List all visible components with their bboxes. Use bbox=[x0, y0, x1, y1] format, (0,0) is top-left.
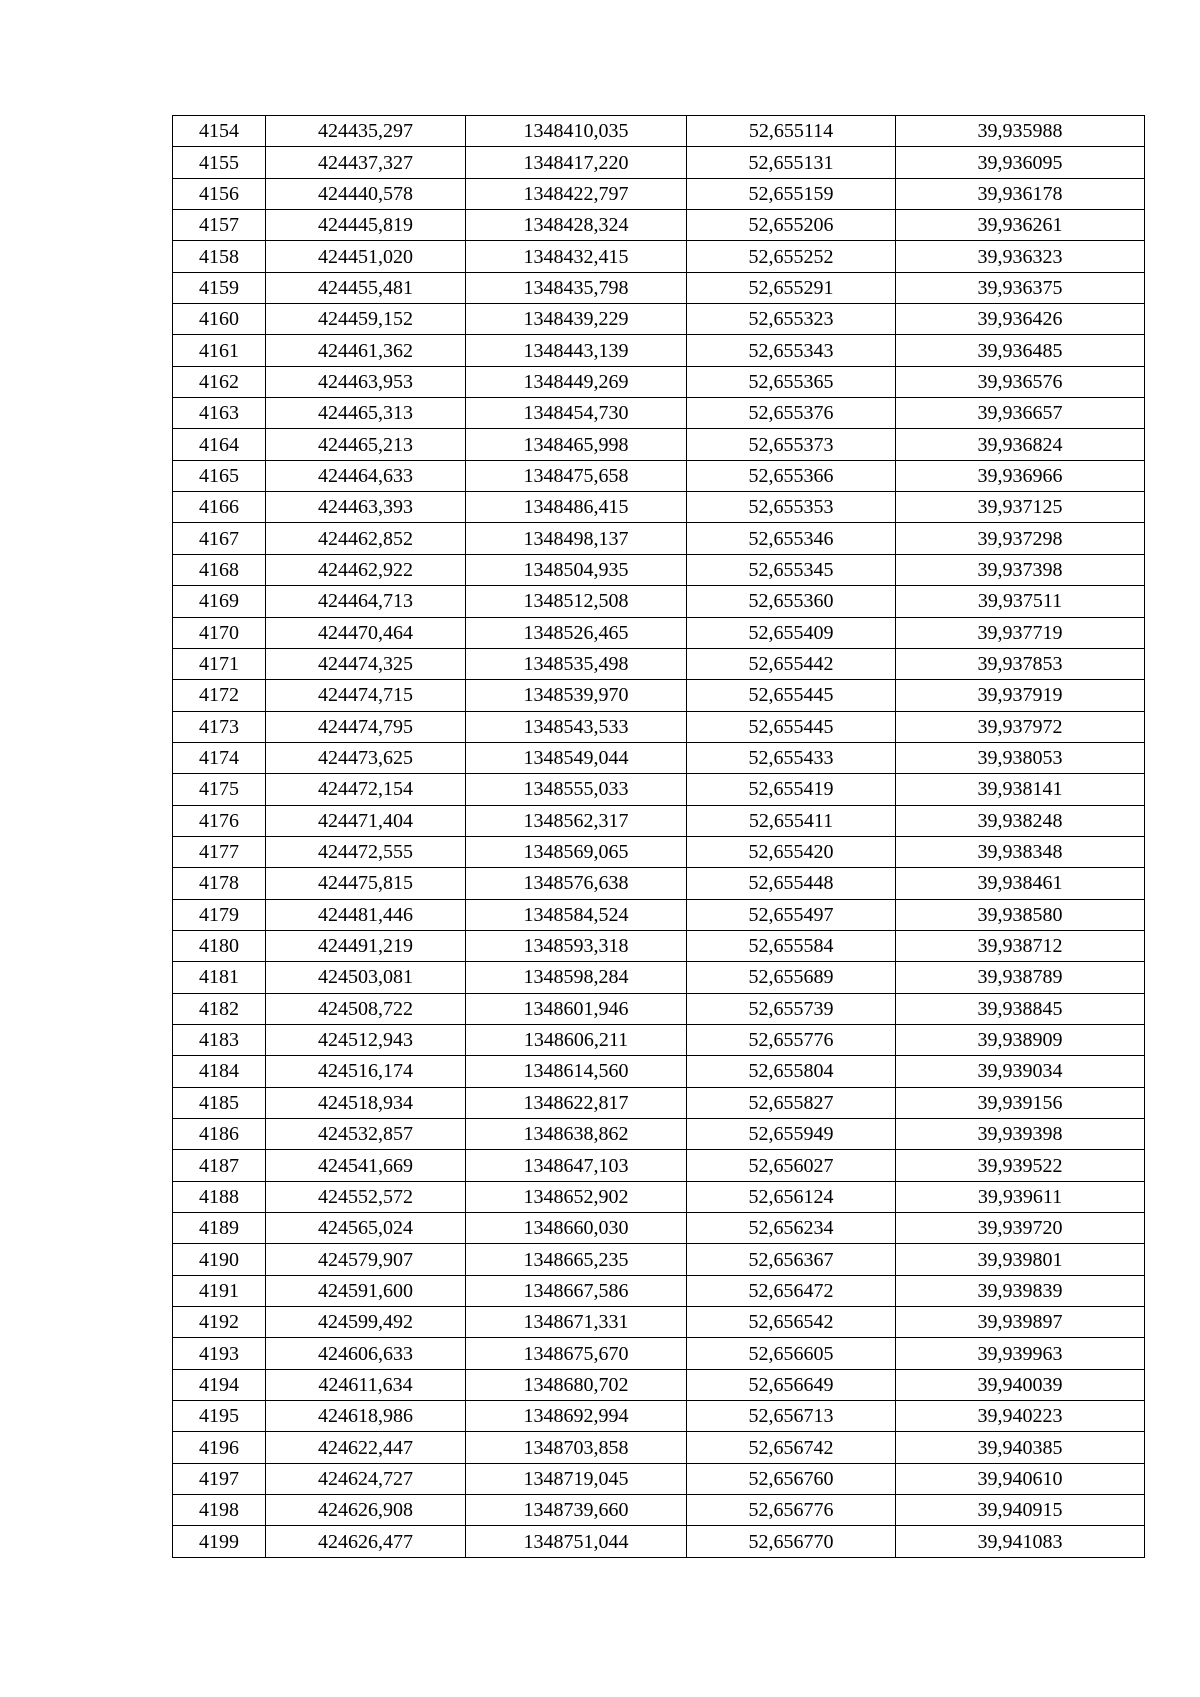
latitude-cell: 52,655206 bbox=[687, 210, 896, 241]
point-number-cell: 4182 bbox=[173, 993, 266, 1024]
point-number-cell: 4173 bbox=[173, 711, 266, 742]
y-coordinate-cell: 1348593,318 bbox=[466, 930, 687, 961]
longitude-cell: 39,936261 bbox=[896, 210, 1145, 241]
longitude-cell: 39,937972 bbox=[896, 711, 1145, 742]
y-coordinate-cell: 1348739,660 bbox=[466, 1495, 687, 1526]
table-row bbox=[173, 554, 1145, 585]
longitude-cell: 39,940039 bbox=[896, 1369, 1145, 1400]
point-number-cell: 4166 bbox=[173, 492, 266, 523]
longitude-cell: 39,937719 bbox=[896, 617, 1145, 648]
longitude-cell: 39,936323 bbox=[896, 241, 1145, 272]
x-coordinate-cell: 424465,213 bbox=[266, 429, 466, 460]
longitude-cell: 39,939897 bbox=[896, 1307, 1145, 1338]
table-row bbox=[173, 617, 1145, 648]
y-coordinate-cell: 1348680,702 bbox=[466, 1369, 687, 1400]
table-row bbox=[173, 398, 1145, 429]
latitude-cell: 52,655291 bbox=[687, 272, 896, 303]
latitude-cell: 52,655353 bbox=[687, 492, 896, 523]
y-coordinate-cell: 1348555,033 bbox=[466, 774, 687, 805]
point-number-cell: 4187 bbox=[173, 1150, 266, 1181]
table-row bbox=[173, 429, 1145, 460]
longitude-cell: 39,939611 bbox=[896, 1181, 1145, 1212]
y-coordinate-cell: 1348598,284 bbox=[466, 962, 687, 993]
point-number-cell: 4161 bbox=[173, 335, 266, 366]
longitude-cell: 39,939839 bbox=[896, 1275, 1145, 1306]
table-row bbox=[173, 774, 1145, 805]
x-coordinate-cell: 424626,908 bbox=[266, 1495, 466, 1526]
latitude-cell: 52,655360 bbox=[687, 586, 896, 617]
latitude-cell: 52,655131 bbox=[687, 147, 896, 178]
x-coordinate-cell: 424481,446 bbox=[266, 899, 466, 930]
longitude-cell: 39,936576 bbox=[896, 366, 1145, 397]
y-coordinate-cell: 1348428,324 bbox=[466, 210, 687, 241]
latitude-cell: 52,656742 bbox=[687, 1432, 896, 1463]
coordinates-table bbox=[172, 115, 1145, 1558]
latitude-cell: 52,655409 bbox=[687, 617, 896, 648]
point-number-cell: 4178 bbox=[173, 868, 266, 899]
point-number-cell: 4159 bbox=[173, 272, 266, 303]
longitude-cell: 39,939963 bbox=[896, 1338, 1145, 1369]
point-number-cell: 4155 bbox=[173, 147, 266, 178]
x-coordinate-cell: 424472,555 bbox=[266, 836, 466, 867]
point-number-cell: 4181 bbox=[173, 962, 266, 993]
y-coordinate-cell: 1348512,508 bbox=[466, 586, 687, 617]
table-row bbox=[173, 241, 1145, 272]
latitude-cell: 52,655584 bbox=[687, 930, 896, 961]
longitude-cell: 39,936485 bbox=[896, 335, 1145, 366]
point-number-cell: 4197 bbox=[173, 1463, 266, 1494]
longitude-cell: 39,940223 bbox=[896, 1401, 1145, 1432]
point-number-cell: 4184 bbox=[173, 1056, 266, 1087]
point-number-cell: 4189 bbox=[173, 1213, 266, 1244]
table-row bbox=[173, 1307, 1145, 1338]
y-coordinate-cell: 1348665,235 bbox=[466, 1244, 687, 1275]
x-coordinate-cell: 424565,024 bbox=[266, 1213, 466, 1244]
x-coordinate-cell: 424445,819 bbox=[266, 210, 466, 241]
longitude-cell: 39,936657 bbox=[896, 398, 1145, 429]
longitude-cell: 39,939156 bbox=[896, 1087, 1145, 1118]
latitude-cell: 52,656760 bbox=[687, 1463, 896, 1494]
x-coordinate-cell: 424518,934 bbox=[266, 1087, 466, 1118]
x-coordinate-cell: 424472,154 bbox=[266, 774, 466, 805]
point-number-cell: 4191 bbox=[173, 1275, 266, 1306]
x-coordinate-cell: 424611,634 bbox=[266, 1369, 466, 1400]
x-coordinate-cell: 424464,633 bbox=[266, 460, 466, 491]
x-coordinate-cell: 424474,795 bbox=[266, 711, 466, 742]
point-number-cell: 4199 bbox=[173, 1526, 266, 1557]
y-coordinate-cell: 1348675,670 bbox=[466, 1338, 687, 1369]
longitude-cell: 39,938845 bbox=[896, 993, 1145, 1024]
table-row bbox=[173, 1150, 1145, 1181]
longitude-cell: 39,936095 bbox=[896, 147, 1145, 178]
table-row bbox=[173, 304, 1145, 335]
latitude-cell: 52,656542 bbox=[687, 1307, 896, 1338]
point-number-cell: 4185 bbox=[173, 1087, 266, 1118]
y-coordinate-cell: 1348638,862 bbox=[466, 1119, 687, 1150]
y-coordinate-cell: 1348647,103 bbox=[466, 1150, 687, 1181]
y-coordinate-cell: 1348443,139 bbox=[466, 335, 687, 366]
point-number-cell: 4164 bbox=[173, 429, 266, 460]
x-coordinate-cell: 424475,815 bbox=[266, 868, 466, 899]
latitude-cell: 52,656367 bbox=[687, 1244, 896, 1275]
point-number-cell: 4194 bbox=[173, 1369, 266, 1400]
table-row bbox=[173, 930, 1145, 961]
table-row bbox=[173, 1244, 1145, 1275]
point-number-cell: 4157 bbox=[173, 210, 266, 241]
latitude-cell: 52,655159 bbox=[687, 178, 896, 209]
point-number-cell: 4162 bbox=[173, 366, 266, 397]
x-coordinate-cell: 424440,578 bbox=[266, 178, 466, 209]
point-number-cell: 4175 bbox=[173, 774, 266, 805]
y-coordinate-cell: 1348543,533 bbox=[466, 711, 687, 742]
y-coordinate-cell: 1348584,524 bbox=[466, 899, 687, 930]
point-number-cell: 4171 bbox=[173, 648, 266, 679]
latitude-cell: 52,655448 bbox=[687, 868, 896, 899]
y-coordinate-cell: 1348660,030 bbox=[466, 1213, 687, 1244]
point-number-cell: 4195 bbox=[173, 1401, 266, 1432]
y-coordinate-cell: 1348486,415 bbox=[466, 492, 687, 523]
point-number-cell: 4169 bbox=[173, 586, 266, 617]
longitude-cell: 39,939522 bbox=[896, 1150, 1145, 1181]
point-number-cell: 4158 bbox=[173, 241, 266, 272]
x-coordinate-cell: 424464,713 bbox=[266, 586, 466, 617]
table-row bbox=[173, 460, 1145, 491]
y-coordinate-cell: 1348751,044 bbox=[466, 1526, 687, 1557]
latitude-cell: 52,655345 bbox=[687, 554, 896, 585]
point-number-cell: 4176 bbox=[173, 805, 266, 836]
x-coordinate-cell: 424465,313 bbox=[266, 398, 466, 429]
longitude-cell: 39,940385 bbox=[896, 1432, 1145, 1463]
longitude-cell: 39,937919 bbox=[896, 680, 1145, 711]
latitude-cell: 52,656770 bbox=[687, 1526, 896, 1557]
longitude-cell: 39,939398 bbox=[896, 1119, 1145, 1150]
table-row bbox=[173, 993, 1145, 1024]
table-row bbox=[173, 742, 1145, 773]
latitude-cell: 52,655366 bbox=[687, 460, 896, 491]
y-coordinate-cell: 1348671,331 bbox=[466, 1307, 687, 1338]
longitude-cell: 39,938348 bbox=[896, 836, 1145, 867]
x-coordinate-cell: 424462,922 bbox=[266, 554, 466, 585]
point-number-cell: 4174 bbox=[173, 742, 266, 773]
point-number-cell: 4160 bbox=[173, 304, 266, 335]
x-coordinate-cell: 424516,174 bbox=[266, 1056, 466, 1087]
y-coordinate-cell: 1348606,211 bbox=[466, 1024, 687, 1055]
y-coordinate-cell: 1348410,035 bbox=[466, 116, 687, 147]
latitude-cell: 52,656605 bbox=[687, 1338, 896, 1369]
point-number-cell: 4167 bbox=[173, 523, 266, 554]
longitude-cell: 39,938712 bbox=[896, 930, 1145, 961]
x-coordinate-cell: 424437,327 bbox=[266, 147, 466, 178]
longitude-cell: 39,936966 bbox=[896, 460, 1145, 491]
point-number-cell: 4179 bbox=[173, 899, 266, 930]
longitude-cell: 39,936824 bbox=[896, 429, 1145, 460]
table-row bbox=[173, 178, 1145, 209]
y-coordinate-cell: 1348498,137 bbox=[466, 523, 687, 554]
table-row bbox=[173, 1401, 1145, 1432]
point-number-cell: 4192 bbox=[173, 1307, 266, 1338]
y-coordinate-cell: 1348692,994 bbox=[466, 1401, 687, 1432]
table-row bbox=[173, 1024, 1145, 1055]
table-row bbox=[173, 1119, 1145, 1150]
longitude-cell: 39,937853 bbox=[896, 648, 1145, 679]
table-row bbox=[173, 1213, 1145, 1244]
y-coordinate-cell: 1348622,817 bbox=[466, 1087, 687, 1118]
longitude-cell: 39,941083 bbox=[896, 1526, 1145, 1557]
longitude-cell: 39,938248 bbox=[896, 805, 1145, 836]
latitude-cell: 52,656649 bbox=[687, 1369, 896, 1400]
latitude-cell: 52,655376 bbox=[687, 398, 896, 429]
latitude-cell: 52,655114 bbox=[687, 116, 896, 147]
y-coordinate-cell: 1348417,220 bbox=[466, 147, 687, 178]
y-coordinate-cell: 1348504,935 bbox=[466, 554, 687, 585]
longitude-cell: 39,940915 bbox=[896, 1495, 1145, 1526]
latitude-cell: 52,655323 bbox=[687, 304, 896, 335]
point-number-cell: 4177 bbox=[173, 836, 266, 867]
longitude-cell: 39,938141 bbox=[896, 774, 1145, 805]
y-coordinate-cell: 1348719,045 bbox=[466, 1463, 687, 1494]
latitude-cell: 52,655804 bbox=[687, 1056, 896, 1087]
point-number-cell: 4180 bbox=[173, 930, 266, 961]
longitude-cell: 39,936375 bbox=[896, 272, 1145, 303]
y-coordinate-cell: 1348439,229 bbox=[466, 304, 687, 335]
x-coordinate-cell: 424541,669 bbox=[266, 1150, 466, 1181]
y-coordinate-cell: 1348475,658 bbox=[466, 460, 687, 491]
longitude-cell: 39,936178 bbox=[896, 178, 1145, 209]
table-row bbox=[173, 1463, 1145, 1494]
x-coordinate-cell: 424491,219 bbox=[266, 930, 466, 961]
y-coordinate-cell: 1348432,415 bbox=[466, 241, 687, 272]
latitude-cell: 52,655827 bbox=[687, 1087, 896, 1118]
x-coordinate-cell: 424470,464 bbox=[266, 617, 466, 648]
latitude-cell: 52,655411 bbox=[687, 805, 896, 836]
x-coordinate-cell: 424473,625 bbox=[266, 742, 466, 773]
latitude-cell: 52,655373 bbox=[687, 429, 896, 460]
latitude-cell: 52,655689 bbox=[687, 962, 896, 993]
x-coordinate-cell: 424599,492 bbox=[266, 1307, 466, 1338]
latitude-cell: 52,655445 bbox=[687, 711, 896, 742]
latitude-cell: 52,655442 bbox=[687, 648, 896, 679]
longitude-cell: 39,939720 bbox=[896, 1213, 1145, 1244]
y-coordinate-cell: 1348449,269 bbox=[466, 366, 687, 397]
table-row bbox=[173, 868, 1145, 899]
x-coordinate-cell: 424626,477 bbox=[266, 1526, 466, 1557]
x-coordinate-cell: 424474,325 bbox=[266, 648, 466, 679]
longitude-cell: 39,937125 bbox=[896, 492, 1145, 523]
x-coordinate-cell: 424459,152 bbox=[266, 304, 466, 335]
y-coordinate-cell: 1348667,586 bbox=[466, 1275, 687, 1306]
y-coordinate-cell: 1348601,946 bbox=[466, 993, 687, 1024]
x-coordinate-cell: 424512,943 bbox=[266, 1024, 466, 1055]
latitude-cell: 52,656713 bbox=[687, 1401, 896, 1432]
latitude-cell: 52,655497 bbox=[687, 899, 896, 930]
point-number-cell: 4186 bbox=[173, 1119, 266, 1150]
latitude-cell: 52,655343 bbox=[687, 335, 896, 366]
table-row bbox=[173, 1056, 1145, 1087]
table-row bbox=[173, 1495, 1145, 1526]
y-coordinate-cell: 1348454,730 bbox=[466, 398, 687, 429]
table-row bbox=[173, 1087, 1145, 1118]
table-row bbox=[173, 899, 1145, 930]
x-coordinate-cell: 424455,481 bbox=[266, 272, 466, 303]
coordinates-table-body bbox=[173, 116, 1145, 1558]
longitude-cell: 39,938580 bbox=[896, 899, 1145, 930]
longitude-cell: 39,938909 bbox=[896, 1024, 1145, 1055]
point-number-cell: 4198 bbox=[173, 1495, 266, 1526]
latitude-cell: 52,655346 bbox=[687, 523, 896, 554]
table-row bbox=[173, 210, 1145, 241]
point-number-cell: 4183 bbox=[173, 1024, 266, 1055]
table-row bbox=[173, 805, 1145, 836]
y-coordinate-cell: 1348703,858 bbox=[466, 1432, 687, 1463]
table-row bbox=[173, 836, 1145, 867]
longitude-cell: 39,935988 bbox=[896, 116, 1145, 147]
latitude-cell: 52,655365 bbox=[687, 366, 896, 397]
y-coordinate-cell: 1348562,317 bbox=[466, 805, 687, 836]
x-coordinate-cell: 424508,722 bbox=[266, 993, 466, 1024]
table-row bbox=[173, 680, 1145, 711]
latitude-cell: 52,655739 bbox=[687, 993, 896, 1024]
table-row bbox=[173, 586, 1145, 617]
x-coordinate-cell: 424591,600 bbox=[266, 1275, 466, 1306]
table-row bbox=[173, 335, 1145, 366]
longitude-cell: 39,938789 bbox=[896, 962, 1145, 993]
latitude-cell: 52,656472 bbox=[687, 1275, 896, 1306]
point-number-cell: 4170 bbox=[173, 617, 266, 648]
latitude-cell: 52,656027 bbox=[687, 1150, 896, 1181]
x-coordinate-cell: 424532,857 bbox=[266, 1119, 466, 1150]
longitude-cell: 39,937298 bbox=[896, 523, 1145, 554]
y-coordinate-cell: 1348465,998 bbox=[466, 429, 687, 460]
point-number-cell: 4196 bbox=[173, 1432, 266, 1463]
y-coordinate-cell: 1348539,970 bbox=[466, 680, 687, 711]
point-number-cell: 4193 bbox=[173, 1338, 266, 1369]
longitude-cell: 39,939034 bbox=[896, 1056, 1145, 1087]
longitude-cell: 39,938461 bbox=[896, 868, 1145, 899]
table-row bbox=[173, 962, 1145, 993]
point-number-cell: 4163 bbox=[173, 398, 266, 429]
latitude-cell: 52,655776 bbox=[687, 1024, 896, 1055]
table-row bbox=[173, 1338, 1145, 1369]
table-row bbox=[173, 1181, 1145, 1212]
point-number-cell: 4156 bbox=[173, 178, 266, 209]
y-coordinate-cell: 1348535,498 bbox=[466, 648, 687, 679]
longitude-cell: 39,940610 bbox=[896, 1463, 1145, 1494]
x-coordinate-cell: 424462,852 bbox=[266, 523, 466, 554]
longitude-cell: 39,939801 bbox=[896, 1244, 1145, 1275]
longitude-cell: 39,936426 bbox=[896, 304, 1145, 335]
latitude-cell: 52,656776 bbox=[687, 1495, 896, 1526]
x-coordinate-cell: 424579,907 bbox=[266, 1244, 466, 1275]
table-row bbox=[173, 147, 1145, 178]
table-row bbox=[173, 272, 1145, 303]
point-number-cell: 4188 bbox=[173, 1181, 266, 1212]
latitude-cell: 52,656124 bbox=[687, 1181, 896, 1212]
x-coordinate-cell: 424435,297 bbox=[266, 116, 466, 147]
table-row bbox=[173, 1526, 1145, 1557]
x-coordinate-cell: 424552,572 bbox=[266, 1181, 466, 1212]
y-coordinate-cell: 1348576,638 bbox=[466, 868, 687, 899]
table-row bbox=[173, 366, 1145, 397]
latitude-cell: 52,655252 bbox=[687, 241, 896, 272]
latitude-cell: 52,656234 bbox=[687, 1213, 896, 1244]
x-coordinate-cell: 424503,081 bbox=[266, 962, 466, 993]
y-coordinate-cell: 1348422,797 bbox=[466, 178, 687, 209]
x-coordinate-cell: 424463,393 bbox=[266, 492, 466, 523]
y-coordinate-cell: 1348549,044 bbox=[466, 742, 687, 773]
x-coordinate-cell: 424474,715 bbox=[266, 680, 466, 711]
latitude-cell: 52,655433 bbox=[687, 742, 896, 773]
table-row bbox=[173, 711, 1145, 742]
x-coordinate-cell: 424624,727 bbox=[266, 1463, 466, 1494]
latitude-cell: 52,655949 bbox=[687, 1119, 896, 1150]
y-coordinate-cell: 1348652,902 bbox=[466, 1181, 687, 1212]
table-row bbox=[173, 116, 1145, 147]
x-coordinate-cell: 424471,404 bbox=[266, 805, 466, 836]
point-number-cell: 4190 bbox=[173, 1244, 266, 1275]
table-row bbox=[173, 1369, 1145, 1400]
point-number-cell: 4154 bbox=[173, 116, 266, 147]
longitude-cell: 39,938053 bbox=[896, 742, 1145, 773]
y-coordinate-cell: 1348526,465 bbox=[466, 617, 687, 648]
x-coordinate-cell: 424461,362 bbox=[266, 335, 466, 366]
longitude-cell: 39,937398 bbox=[896, 554, 1145, 585]
y-coordinate-cell: 1348435,798 bbox=[466, 272, 687, 303]
point-number-cell: 4168 bbox=[173, 554, 266, 585]
y-coordinate-cell: 1348614,560 bbox=[466, 1056, 687, 1087]
x-coordinate-cell: 424606,633 bbox=[266, 1338, 466, 1369]
table-row bbox=[173, 492, 1145, 523]
longitude-cell: 39,937511 bbox=[896, 586, 1145, 617]
latitude-cell: 52,655419 bbox=[687, 774, 896, 805]
table-row bbox=[173, 523, 1145, 554]
table-row bbox=[173, 1432, 1145, 1463]
x-coordinate-cell: 424451,020 bbox=[266, 241, 466, 272]
table-row bbox=[173, 1275, 1145, 1306]
x-coordinate-cell: 424622,447 bbox=[266, 1432, 466, 1463]
latitude-cell: 52,655445 bbox=[687, 680, 896, 711]
point-number-cell: 4165 bbox=[173, 460, 266, 491]
table-row bbox=[173, 648, 1145, 679]
point-number-cell: 4172 bbox=[173, 680, 266, 711]
y-coordinate-cell: 1348569,065 bbox=[466, 836, 687, 867]
latitude-cell: 52,655420 bbox=[687, 836, 896, 867]
x-coordinate-cell: 424618,986 bbox=[266, 1401, 466, 1432]
x-coordinate-cell: 424463,953 bbox=[266, 366, 466, 397]
